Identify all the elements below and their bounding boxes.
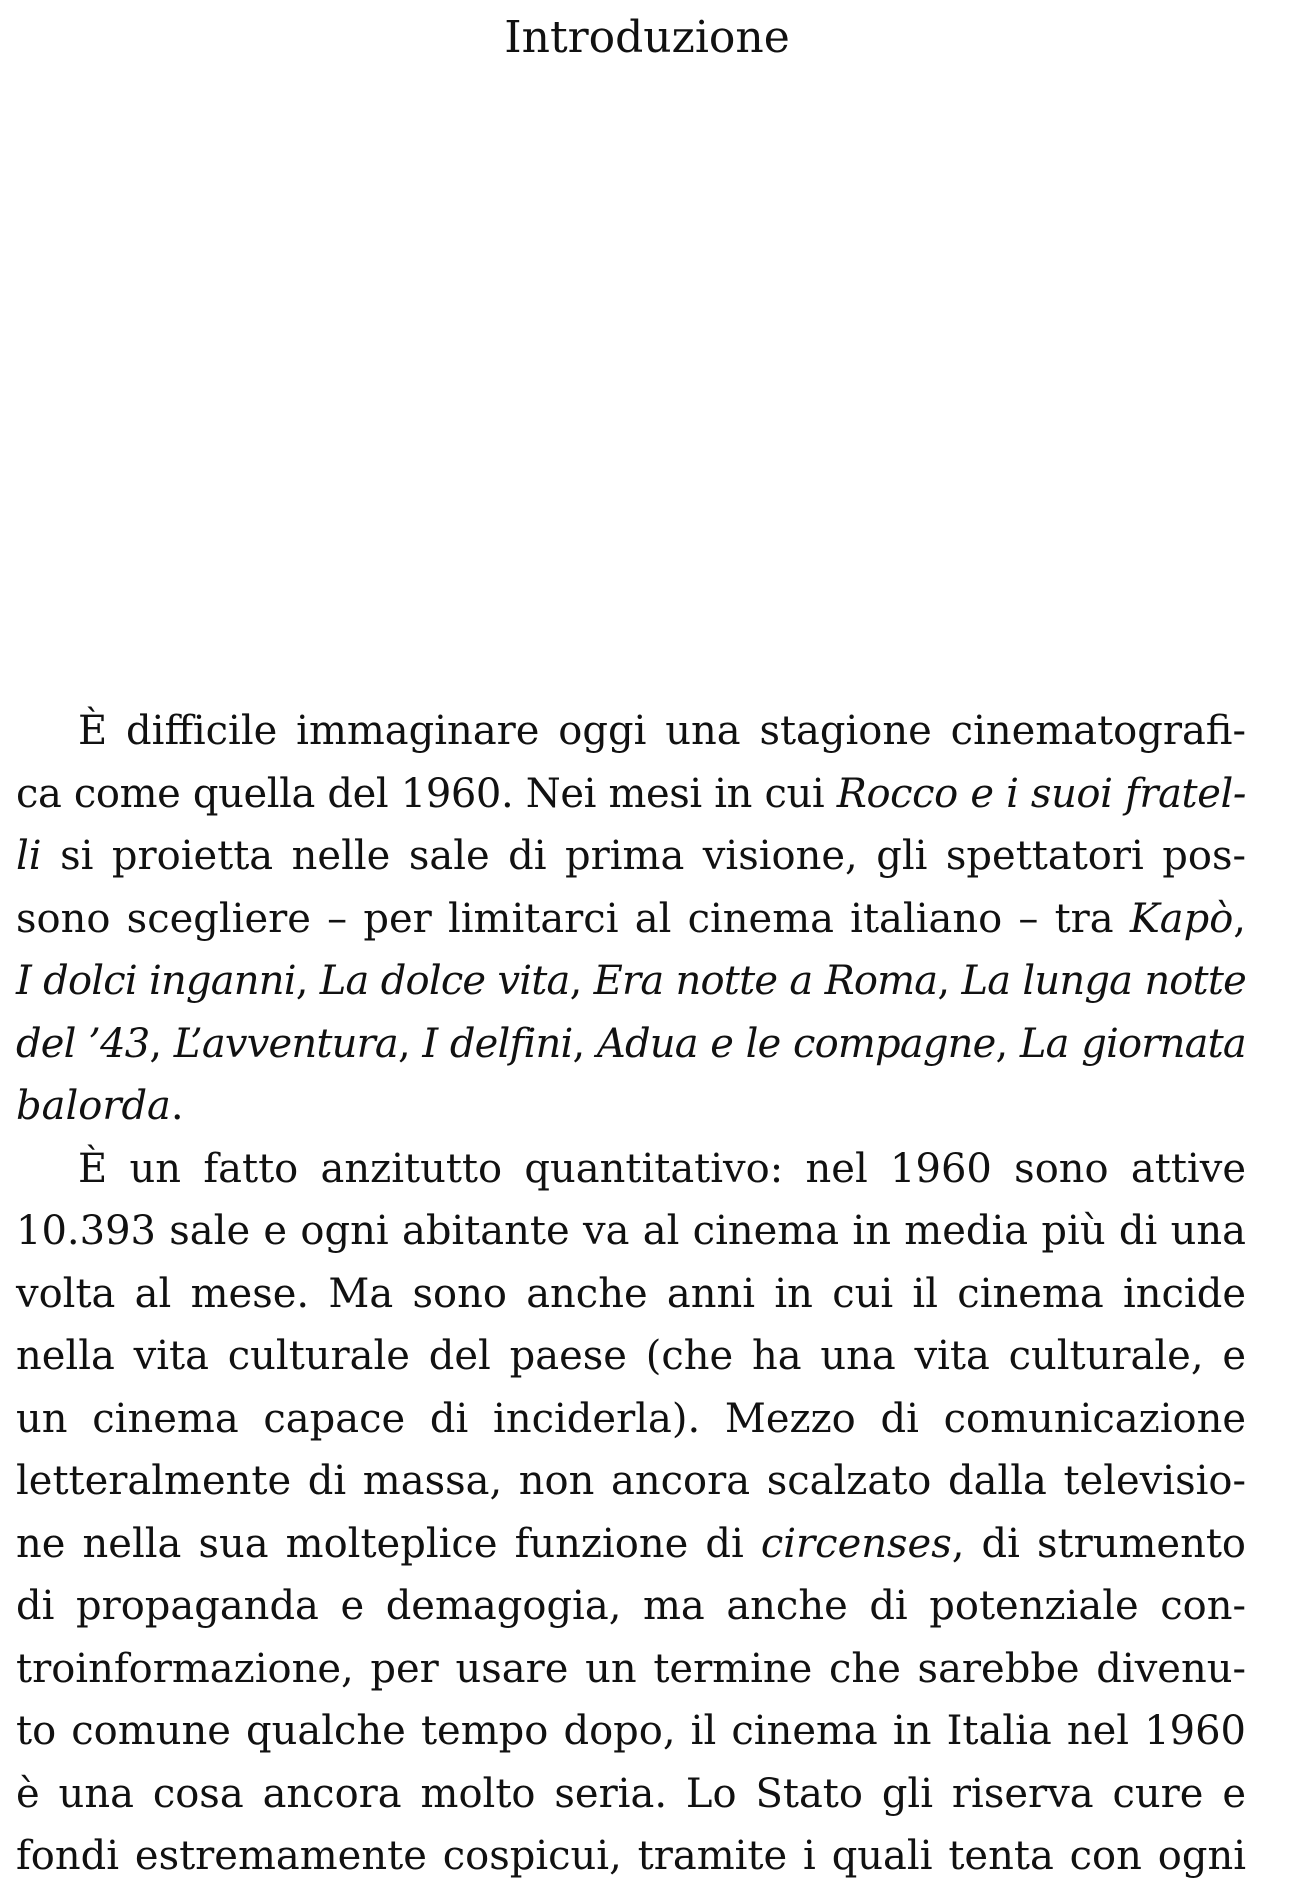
text-line: troinformazione, per usare un termine che sarebbe divenu- bbox=[16, 1645, 1246, 1692]
film-title: Rocco e i suoi fratel- bbox=[836, 770, 1247, 817]
film-title: li bbox=[16, 833, 42, 879]
italic-term: circenses bbox=[760, 1520, 952, 1567]
film-title: balorda bbox=[16, 1083, 171, 1129]
paragraph-2 bbox=[16, 1138, 1246, 1888]
film-title: Kapò bbox=[1129, 895, 1234, 942]
text-line: 10.393 sale e ogni abitante va al cinema in media più di una bbox=[16, 1208, 1246, 1254]
film-title: I dolci inganni bbox=[16, 958, 296, 1004]
text-run: , bbox=[569, 958, 594, 1004]
text-run: , di strumento bbox=[951, 1520, 1247, 1567]
text-run: , bbox=[1233, 895, 1246, 942]
text-line: fondi estremamente cospicui, tramite i quali tenta con ogni bbox=[16, 1833, 1246, 1879]
text-run: , bbox=[397, 1020, 423, 1067]
text-line: un cinema capace di inciderla). Mezzo di comunicazione bbox=[16, 1395, 1246, 1442]
text-line: letteralmente di massa, non ancora scalzato dalla televisio- bbox=[16, 1458, 1246, 1504]
film-title: I delfini bbox=[422, 1020, 573, 1067]
text-line bbox=[16, 1513, 1246, 1576]
text-run: ne nella sua molteplice funzione di bbox=[16, 1520, 761, 1567]
text-line bbox=[16, 763, 1246, 826]
text-line bbox=[16, 700, 1246, 763]
text-line: volta al mese. Ma sono anche anni in cui il cinema incide bbox=[16, 1270, 1246, 1317]
text-run: , bbox=[572, 1020, 597, 1067]
text-line bbox=[16, 825, 1246, 888]
film-title: La dolce vita bbox=[319, 958, 570, 1004]
text-run: , bbox=[937, 958, 962, 1004]
text-line bbox=[16, 888, 1246, 951]
body-text bbox=[16, 700, 1246, 1888]
text-run: , bbox=[995, 1020, 1020, 1067]
film-title: L’avventura bbox=[173, 1020, 398, 1067]
text-run: ca come quella del 1960. Nei mesi in cui bbox=[16, 770, 837, 817]
text-line: È un fatto anzitutto quantitativo: nel 1960 sono attive bbox=[78, 1145, 1246, 1192]
film-title: Adua e le compagne bbox=[596, 1020, 996, 1067]
film-title: del ’43 bbox=[16, 1020, 150, 1067]
text-line: è una cosa ancora molto seria. Lo Stato gli riserva cure e bbox=[16, 1770, 1246, 1817]
film-title: La giornata bbox=[1019, 1020, 1246, 1067]
text-line bbox=[16, 1075, 1246, 1138]
film-title: La lunga notte bbox=[961, 958, 1246, 1004]
text-run: . bbox=[170, 1083, 184, 1129]
text-run: si proietta nelle sale di prima visione, gli spettatori pos- bbox=[41, 833, 1246, 879]
text-line bbox=[16, 950, 1246, 1013]
film-title: Era notte a Roma bbox=[593, 958, 938, 1004]
text-run: È difficile immaginare oggi una stagione cinematografi- bbox=[78, 708, 1246, 754]
text-run: , bbox=[295, 958, 320, 1004]
text-run: , bbox=[149, 1020, 174, 1067]
text-line: to comune qualche tempo dopo, il cinema in Italia nel 1960 bbox=[16, 1708, 1246, 1754]
text-line bbox=[16, 1013, 1246, 1076]
running-head: Introduzione bbox=[504, 12, 790, 63]
text-line: di propaganda e demagogia, ma anche di potenziale con- bbox=[16, 1583, 1246, 1629]
text-line: nella vita culturale del paese (che ha una vita culturale, e bbox=[16, 1333, 1246, 1379]
paragraph-1 bbox=[16, 700, 1246, 1138]
text-run: sono scegliere – per limitarci al cinema italiano – tra bbox=[16, 895, 1130, 942]
